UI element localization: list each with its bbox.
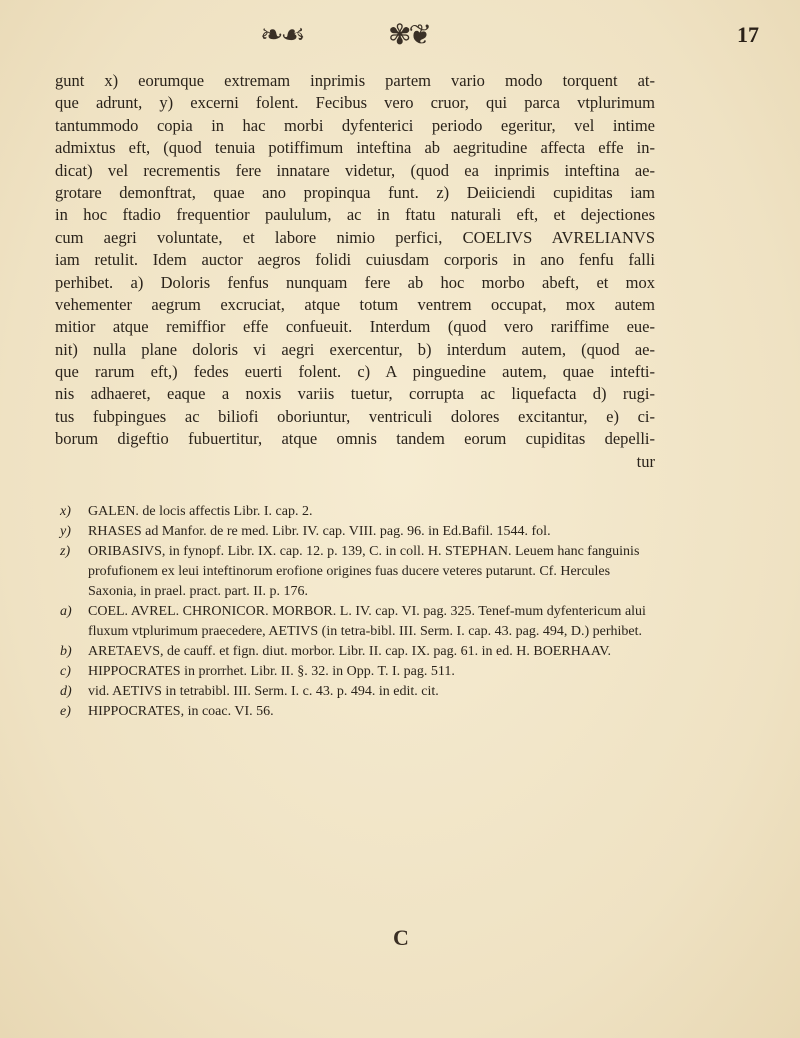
footnote-text: vid. AETIVS in tetrabibl. III. Serm. I. c. 43. p. 494. in edit. cit.: [88, 684, 439, 699]
footnote-mark: c): [60, 664, 71, 679]
footnote-text: ORIBASIVS, in fynopf. Libr. IX. cap. 12. p. 139, C. in coll. H. STEPHAN. Leuem hanc fanguinis profufionem ex leui inteftinorum erofione origines fuas ducere veteres putarunt. Cf. Hercules Saxonia, in prael. pract. part. II. p. 176.: [88, 544, 640, 599]
header-ornament-center: ✾❦: [388, 20, 429, 51]
text-line: mitior atque remiffior effe confueuit. Interdum (quod vero rariffime eue-: [55, 317, 655, 337]
footnote: [60, 642, 655, 662]
footnote: [60, 522, 655, 542]
footnote-mark: d): [60, 684, 72, 699]
footnote: [60, 502, 655, 522]
text-line: que rarum eft,) fedes euerti folent. c) A pinguedine autem, quae intefti-: [55, 362, 655, 382]
footnotes: [60, 502, 655, 722]
footnote: [60, 542, 655, 602]
footnote-text: RHASES ad Manfor. de re med. Libr. IV. cap. VIII. pag. 96. in Ed.Bafil. 1544. fol.: [88, 524, 551, 539]
text-line: iam retulit. Idem auctor aegros folidi cuiusdam corporis in ano fenfu falli: [55, 250, 655, 270]
text-line: perhibet. a) Doloris fenfus nunquam fere ab hoc morbo abeft, et mox: [55, 272, 655, 292]
footnote-text: HIPPOCRATES in prorrhet. Libr. II. §. 32. in Opp. T. I. pag. 511.: [88, 664, 455, 679]
footnote-mark: e): [60, 704, 71, 719]
text-line: dicat) vel recrementis fere innatare videtur, (quod ea inprimis inteftina ae-: [55, 160, 655, 180]
text-line: tantummodo copia in hac morbi dyfenterici periodo egeritur, vel intime: [55, 115, 655, 135]
text-line: tus fubpingues ac biliofi oboriuntur, ventriculi dolores excitantur, e) ci-: [55, 406, 655, 426]
text-line: nit) nulla plane doloris vi aegri exercentur, b) interdum autem, (quod ae-: [55, 339, 655, 359]
footnote-text: HIPPOCRATES, in coac. VI. 56.: [88, 704, 274, 719]
text-line: gunt x) eorumque extremam inprimis partem vario modo torquent at-: [55, 71, 655, 90]
footnote-mark: y): [60, 524, 71, 539]
footnote-mark: x): [60, 504, 71, 519]
footnote-mark: b): [60, 644, 72, 659]
text-line: que adrunt, y) excerni folent. Fecibus vero cruor, qui parca vtplurimum: [55, 93, 655, 113]
footnote-text: GALEN. de locis affectis Libr. I. cap. 2.: [88, 504, 313, 519]
header-ornament-left: ❧☙: [260, 20, 303, 51]
text-line: cum aegri voluntate, et labore nimio perfici, COELIVS AVRELIANVS: [55, 227, 655, 247]
page-number: 17: [737, 22, 759, 47]
text-line: vehementer aegrum excruciat, atque totum ventrem occupat, mox autem: [55, 294, 655, 314]
footnote-text: ARETAEVS, de cauff. et fign. diut. morbor. Libr. II. cap. IX. pag. 61. in ed. H. BOERHAAV.: [88, 644, 612, 659]
footnote-mark: a): [60, 604, 72, 619]
footnote-mark: z): [60, 544, 71, 559]
footnote: [60, 602, 655, 642]
text-line: grotare demonftrat, quae ano propinqua funt. z) Deiiciendi cupiditas iam: [55, 182, 655, 202]
signature-mark: C: [393, 925, 409, 950]
footnote: [60, 702, 655, 722]
catchword: tur: [636, 451, 655, 471]
text-line: borum digeftio fubuertitur, atque omnis tandem eorum cupiditas depelli-: [55, 429, 655, 449]
text-line: in hoc ftadio frequentior paululum, ac in ftatu naturali eft, et dejectiones: [55, 205, 655, 225]
footnote: [60, 682, 655, 702]
footnote-text: COEL. AVREL. CHRONICOR. MORBOR. L. IV. cap. VI. pag. 325. Tenef-mum dyfentericum alui fluxum vtplurimum praecedere, AETIVS (in tetra-bibl. III. Serm. I. cap. 43. pag. 494, D.) perhibet.: [88, 604, 646, 639]
text-line: nis adhaeret, eaque a noxis variis tuetur, corrupta ac liquefacta d) rugi-: [55, 384, 655, 404]
main-text: [55, 70, 655, 473]
text-line: admixtus eft, (quod tenuia potiffimum inteftina ab aegritudine affecta effe in-: [55, 138, 655, 158]
footnote: [60, 662, 655, 682]
